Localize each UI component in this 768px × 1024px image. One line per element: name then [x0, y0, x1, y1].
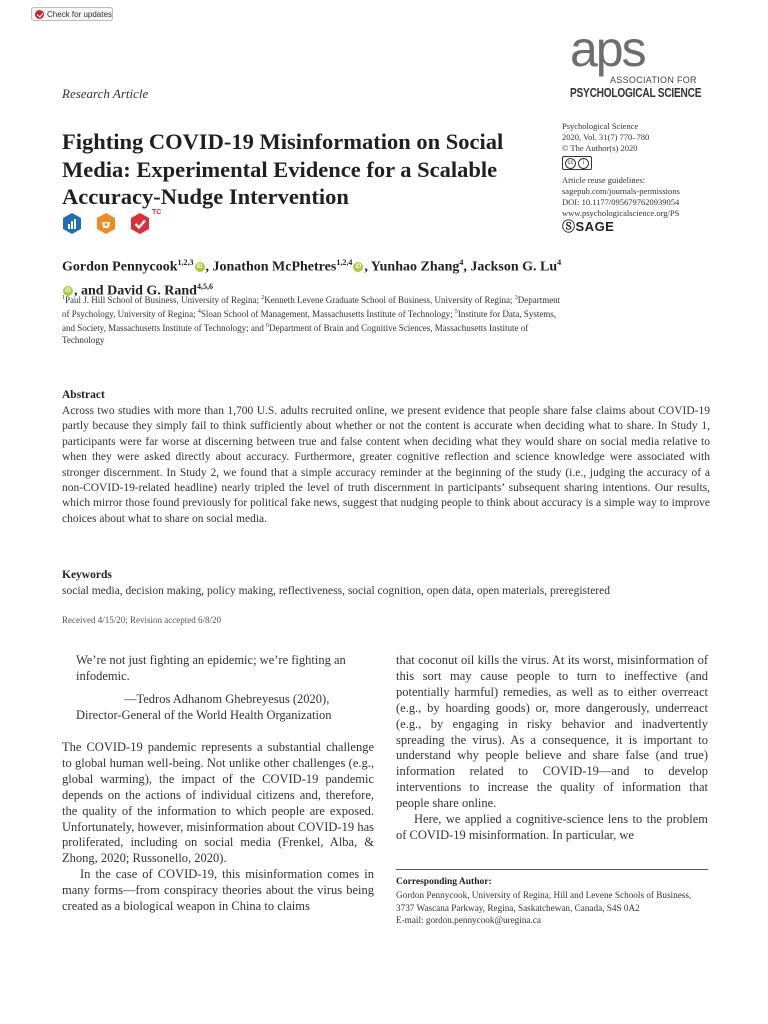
affiliation-sup: 4 [197, 309, 201, 315]
body-column-left [62, 740, 374, 915]
corresponding-author-email[interactable]: E-mail: gordon.pennycook@uregina.ca [396, 915, 541, 925]
author-affiliation-sup: 1,2,4 [336, 258, 353, 267]
orcid-icon[interactable]: iD [65, 288, 71, 295]
article-title: Fighting COVID-19 Misinformation on Social Media: Experimental Evidence for a Scalable Accuracy-Nudge Intervention [62, 129, 504, 209]
preregistered-tc-label: TC [152, 209, 162, 216]
keywords-text: social media, decision making, policy making, reflectiveness, social cognition, open data, open materials, preregistered [62, 585, 610, 597]
open-science-badges [62, 209, 162, 233]
affiliation-sup: 5 [454, 309, 458, 315]
journal-site-link[interactable]: www.psychologicalscience.org/PS [562, 208, 680, 218]
keywords-heading: Keywords [62, 569, 112, 581]
affiliation-text: Paul J. Hill School of Business, University of Regina; [65, 295, 262, 305]
author-name: Yunhao Zhang [370, 259, 460, 275]
orcid-icon[interactable]: iD [196, 264, 203, 271]
body-paragraph: Here, we applied a cognitive-science lens to the problem of COVID-19 misinformation. In particular, we [396, 812, 708, 842]
check-for-updates-button[interactable] [31, 7, 113, 21]
affiliation-text: Sloan School of Management, Massachusetts Institute of Technology; [200, 309, 455, 319]
footnote-divider [396, 869, 708, 870]
author-affiliation-sup: 1,2,3 [177, 258, 194, 267]
affiliation-sup: 1 [62, 295, 65, 301]
corresponding-author-address: Gordon Pennycook, University of Regina, Hill and Levene Schools of Business, 3737 Wascana Parkway, Regina, Saskatchewan, Canada, S4S 0A2 [396, 890, 692, 913]
orcid-icon[interactable]: iD [355, 264, 362, 271]
sage-logo [562, 221, 742, 232]
affiliation-sup: 6 [266, 323, 270, 329]
check-for-updates-label: Check for updates [47, 9, 112, 19]
author-separator: , and [74, 283, 108, 299]
body-column-right [396, 653, 708, 844]
abstract-text: Across two studies with more than 1,700 U.S. adults recruited online, we present evidence that people share false claims about COVID-19 partly because they simply fail to think sufficiently about whether or not the content is accurate when deciding what to share. In Study 1, participants were far worse at discerning between true and false content when deciding what they would share on social media relative to when they were asked directly about accuracy. Furthermore, greater cognitive reflection and science knowledge were associated with stronger discernment. In Study 2, we found that a simple accuracy reminder at the beginning of the study (i.e., judging the accuracy of a non-COVID-19-related headline) nearly tripled the level of truth discernment in participants’ subsequent sharing intentions. Our results, which mirror those found previously for political fake news, suggest that nudging people to think about accuracy is a simple way to improve choices about what to share on social media. [62, 405, 710, 525]
epigraph-attribution: —Tedros Adhanom Ghebreyesus (2020), [124, 692, 330, 706]
aps-logo-mark: aps [570, 21, 645, 77]
body-paragraph: The COVID-19 pandemic represents a substantial challenge to global human well-being. Not unlike other challenges (e.g., global warming), the impact of the COVID-19 pandemic depends on the actions of individual citizens and, therefore, the quality of the information to which people are exposed. Unfortunately, however, misinformation about COVID-19 has proliferated, including on social media (Frenkel, Alba, & Zhong, 2020; Russonello, 2020). [62, 740, 374, 866]
author-name: Jonathon McPhetres [212, 259, 337, 275]
epigraph-role: Director-General of the World Health Organization [76, 708, 332, 722]
author-separator: , [364, 259, 371, 275]
check-icon [35, 10, 44, 19]
affiliations [62, 292, 562, 346]
sage-icon: Ⓢ [562, 219, 576, 234]
cc-license-icon: cc i [562, 156, 592, 170]
author-name: Jackson G. Lu [470, 259, 558, 275]
copyright: © The Author(s) 2020 [562, 143, 638, 153]
affiliation-sup: 2 [261, 295, 265, 301]
reuse-label: Article reuse guidelines: [562, 175, 646, 185]
journal-meta [562, 121, 742, 232]
corresponding-author-heading: Corresponding Author: [396, 877, 492, 887]
corresponding-author-info [396, 889, 708, 927]
author-separator: , [463, 259, 471, 275]
preregistered-icon[interactable] [130, 209, 162, 233]
aps-logo-line1: ASSOCIATION FOR [610, 75, 697, 85]
author-affiliation-sup: 4 [557, 258, 562, 267]
section-label: Research Article [62, 86, 149, 101]
affiliation-text: Department of Brain and Cognitive Sciences, Massachusetts Institute of Technology [62, 323, 529, 345]
author-affiliation-sup: 4 [459, 258, 464, 267]
aps-logo [570, 21, 702, 102]
journal-name: Psychological Science [562, 121, 639, 131]
aps-logo-line2: PSYCHOLOGICAL SCIENCE [570, 85, 702, 100]
body-paragraph: In the case of COVID-19, this misinformation comes in many forms—from conspiracy theories about the virus being created as a biological weapon in China to claims [62, 867, 374, 914]
affiliation-text: Department of Psychology, University of Regina; [62, 295, 561, 319]
journal-volume: 2020, Vol. 31(7) 770–780 [562, 132, 650, 142]
affiliation-sup: 3 [514, 295, 518, 301]
affiliation-text: Kenneth Levene Graduate School of Business, University of Regina; [264, 295, 515, 305]
received-date: Received 4/15/20; Revision accepted 6/8/20 [62, 615, 221, 625]
sage-logo-text: SAGE [575, 219, 615, 234]
body-paragraph: that coconut oil kills the virus. At its worst, misinformation of this sort may cause people to turn to ineffective (and potentially harmful) remedies, as well as to either overreact (e.g., by hoarding goods) or, more dangerously, underreact (e.g., by engaging in risky behavior and inadvertently spreading the virus). As a consequence, it is important to understand why people believe and share false (and true) information related to COVID-19—and to develop interventions to increase the quality of information that people share online. [396, 653, 708, 811]
open-materials-icon[interactable] [96, 213, 116, 233]
epigraph-quote: We’re not just fighting an epidemic; we’re fighting an infodemic. [76, 653, 346, 683]
reuse-link[interactable]: sagepub.com/journals-permissions [562, 186, 680, 196]
doi[interactable]: DOI: 10.1177/0956797620939054 [562, 197, 680, 207]
affiliation-text: Institute for Data, Systems, and Society, Massachusetts Institute of Technology; and [62, 309, 557, 333]
author-name: David G. Rand [107, 283, 197, 299]
author-name: Gordon Pennycook [62, 259, 178, 275]
abstract-heading: Abstract [62, 389, 105, 401]
author-affiliation-sup: 4,5,6 [196, 281, 213, 291]
open-data-icon[interactable] [62, 213, 82, 233]
author-separator: , [205, 259, 213, 275]
